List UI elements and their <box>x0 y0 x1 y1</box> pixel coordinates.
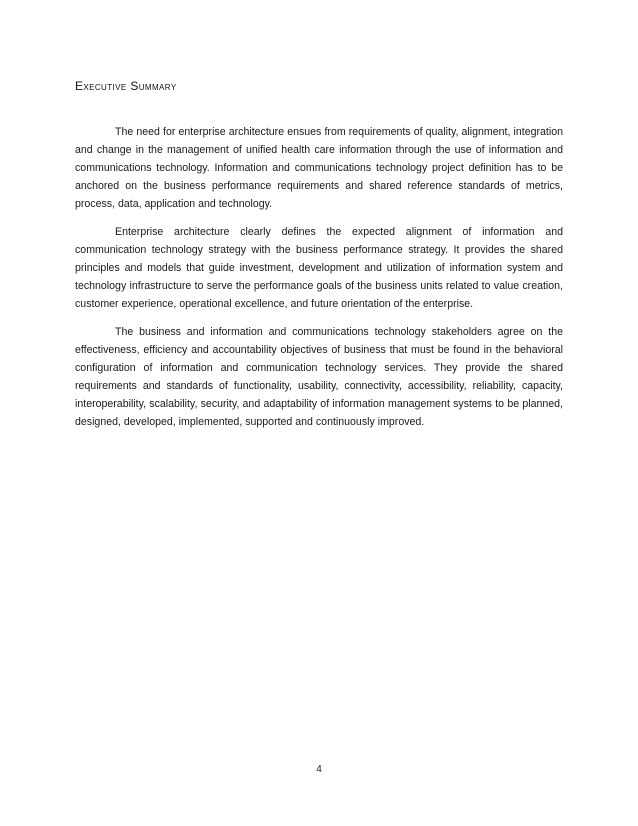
paragraph-3: The business and information and communications technology stakeholders agree on the effectiveness, efficiency and accountability objectives of business that must be found in the behavioral configuration of information and communication technology services. They provide the shared requirements and standards of functionality, usability, connectivity, accessibility, reliability, capacity, interoperability, scalability, security, and adaptability of information management systems to be planned, designed, developed, implemented, supported and continuously improved. <box>75 326 563 428</box>
section-body <box>75 123 563 441</box>
section-heading: Executive Summary <box>75 79 177 93</box>
paragraph-2: Enterprise architecture clearly defines the expected alignment of information and communication technology strategy with the business performance strategy. It provides the shared principles and models that guide investment, development and utilization of information system and technology infrastructure to serve the performance goals of the business units related to value creation, customer experience, operational excellence, and future orientation of the enterprise. <box>75 226 563 310</box>
paragraph-1: The need for enterprise architecture ensues from requirements of quality, alignment, integration and change in the management of unified health care information through the use of information and communications technology. Information and communications technology project definition has to be anchored on the business performance requirements and shared reference standards of metrics, process, data, application and technology. <box>75 126 563 210</box>
page-number: 4 <box>316 764 322 775</box>
